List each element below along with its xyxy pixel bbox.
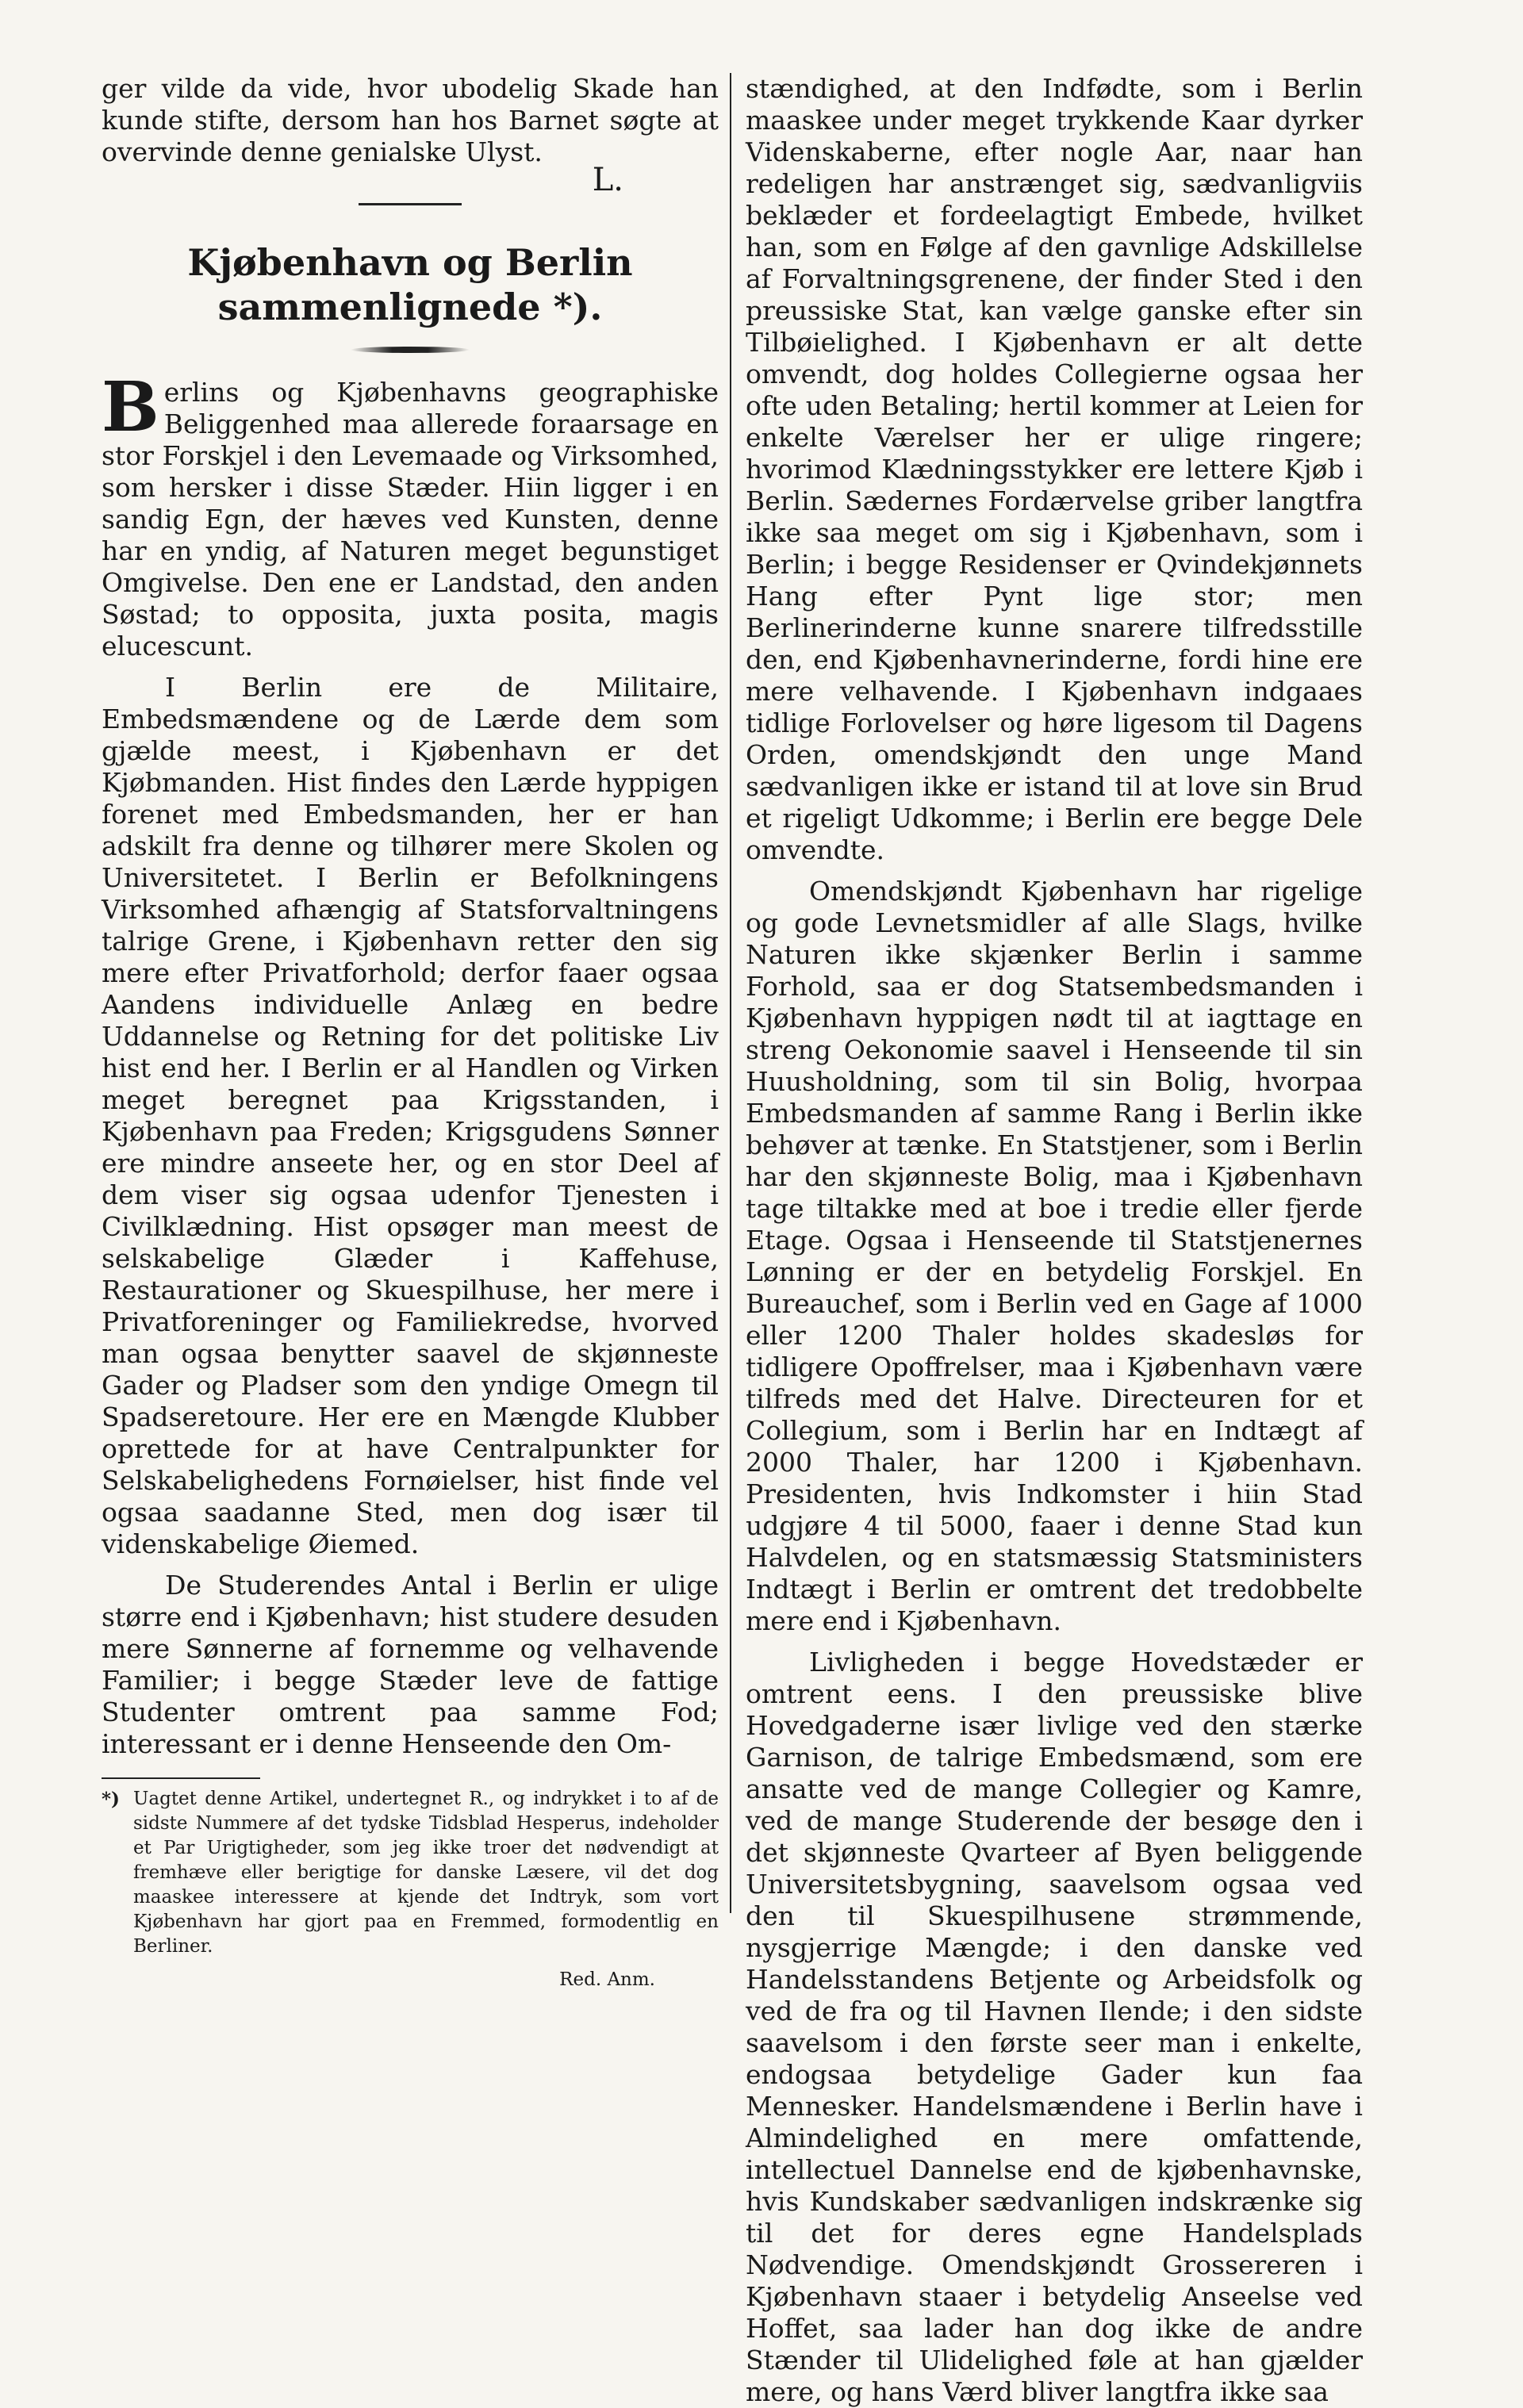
footnote-editor-note: Red. Anm. [559,1969,655,1990]
footnote-text: Uagtet denne Artikel, undertegnet R., og indrykket i to af de sidste Nummere af det tydske Tidsblad Hesperus, indeholder et Par Urigtigheder, som jeg ikke troer det nødvendigt at fremhæve eller berigtige for danske Læsere, vil det dog maaskee interessere at kjende det Indtryk, som vort Kjøbenhavn har gjort paa en Fremmed, formodentlig en Berliner. [133,1789,719,1957]
author-signature: L. [592,162,623,198]
footnote-mark: *) [102,1789,120,1810]
left-column [102,73,719,1996]
column-rule [730,73,731,1913]
intro-text: ger vilde da vide, hvor ubodelig Skade han kunde stifte, dersom han hos Barnet søgte at overvinde denne genialske Ulyst. [102,73,719,167]
section-divider [359,203,462,205]
paragraph: De Studerendes Antal i Berlin er ulige større end i Kjøbenhavn; hist studere desuden mere Sønnerne af fornemme og velhavende Familier; i begge Stæder leve de fattige Studenter omtrent paa samme Fod; interessant er i denne Henseende den Om- [102,1570,719,1759]
paragraph: I Berlin ere de Militaire, Embedsmændene og de Lærde dem som gjælde meest, i Kjøbenhavn er det Kjøbmanden. Hist findes den Lærde hyppigen forenet med Embedsmanden, her er han adskilt fra denne og tilhører mere Skolen og Universitetet. I Berlin er Befolkningens Virksomhed afhængig af Statsforvaltningens talrige Grene, i Kjøbenhavn retter den sig mere efter Privatforhold; derfor faaer ogsaa Aandens individuelle Anlæg en bedre Uddannelse og Retning for det politiske Liv hist end her. I Berlin er al Handlen og Virken meget beregnet paa Krigsstanden, i Kjøbenhavn paa Freden; Krigsgudens Sønner ere mindre anseete her, og en stor Deel af dem viser sig ogsaa udenfor Tjenesten i Civilklædning. Hist opsøger man meest de selskabelige Glæder i Kaffehuse, Restaurationer og Skuespilhuse, her mere i Privatforeninger og Familiekredse, hvorved man ogsaa benytter saavel de skjønneste Gader og Pladser som den yndige Omegn til Spadseretoure. Her ere en Mængde Klubber oprettede for at have Centralpunkter for Selskabelighedens Fornøielser, hist finde vel ogsaa saadanne Sted, men dog især til videnskabelige Øiemed. [102,672,719,1559]
article-heading: Kjøbenhavn og Berlin sammenlignede *). [187,241,633,328]
paragraph: Livligheden i begge Hovedstæder er omtrent eens. I den preussiske blive Hovedgaderne især livlige ved den stærke Garnison, de talrige Embedsmænd, som ere ansatte ved de mange Collegier og Kamre, ved de mange Studerende der besøge den i det skjønneste Qvarteer af Byen beliggende Universitetsbygning, saavelsom ogsaa ved den til Skuespilhusene strømmende, nysgjerrige Mængde; i den danske ved Handelsstandens Betjente og Arbeidsfolk og ved de fra og til Havnen Ilende; i den sidste saavelsom i den første seer man i enkelte, endogsaa betydelige Gader kun faa Mennesker. Handelsmændene i Berlin have i Almindelighed en mere omfattende, intellectuel Dannelse end de kjøbenhavnske, hvis Kundskaber sædvanligen indskrænke sig til det for deres egne Handelsplads Nødvendige. Omendskjøndt Grossereren i Kjøbenhavn staaer i betydelig Anseelse ved Hoffet, saa lader han dog ikke de andre Stænder til Ulidelighed føle at han gjælder mere, og hans Værd bliver langtfra ikke saa [746,1647,1363,2407]
footnote-divider [102,1777,260,1779]
paragraph: Berlins og Kjøbenhavns geographiske Beliggenhed maa allerede foraarsage en stor Forskjel i den Levemaade og Virksomhed, som hersker i disse Stæder. Hiin ligger i en sandig Egn, der hæves ved Kunsten, denne har en yndig, af Naturen meget begunstiget Omgivelse. Den ene er Landstad, den anden Søstad; to opposita, juxta posita, magis elucescunt. [102,367,719,661]
footnote [102,1787,719,1959]
heading-ornament [351,347,470,353]
paragraph: Omendskjøndt Kjøbenhavn har rigelige og gode Levnetsmidler af alle Slags, hvilke Naturen ikke skjænker Berlin i samme Forhold, saa er dog Statsembedsmanden i Kjøbenhavn hyppigen nødt til at iagttage en streng Oekonomie saavel i Henseende til sin Huusholdning, som til sin Bolig, hvorpaa Embedsmanden af samme Rang i Berlin ikke behøver at tænke. En Statstjener, som i Berlin har den skjønneste Bolig, maa i Kjøbenhavn tage tiltakke med at boe i tredie eller fjerde Etage. Ogsaa i Henseende til Statstjenernes Lønning er der en betydelig Forskjel. En Bureauchef, som i Berlin ved en Gage af 1000 eller 1200 Thaler holdes skadesløs for tidligere Opoffrelser, maa i Kjøbenhavn være tilfreds med det Halve. Directeuren for et Collegium, som i Berlin har en Indtægt af 2000 Thaler, har 1200 i Kjøbenhavn. Presidenten, hvis Indkomster i hiin Stad udgjøre 4 til 5000, faaer i denne Stad kun Halvdelen, og en statsmæssig Statsministers Indtægt i Berlin er omtrent det tredobbelte mere end i Kjøbenhavn. [746,876,1363,1636]
right-column [746,73,1363,2408]
paragraph: stændighed, at den Indfødte, som i Berlin maaskee under meget trykkende Kaar dyrker Videnskaberne, efter nogle Aar, naar han redeligen har anstrænget sig, sædvanligviis beklæder et fordeelagtigt Embede, hvilket han, som en Følge af den gavnlige Adskillelse af Forvaltningsgrenene, der finder Sted i den preussiske Stat, kan vælge ganske efter sin Tilbøielighed. I Kjøbenhavn er alt dette omvendt, dog holdes Collegierne ogsaa her ofte uden Betaling; hertil kommer at Leien for enkelte Værelser her er ulige ringere; hvorimod Klædningsstykker ere lettere Kjøb i Berlin. Sædernes Fordærvelse griber langtfra ikke saa meget om sig i Kjøbenhavn, som i Berlin; i begge Residenser er Qvindekjønnets Hang efter Pynt lige stor; men Berlinerinderne kunne snarere tilfredsstille den, end Kjøbenhavnerinderne, fordi hine ere mere velhavende. I Kjøbenhavn indgaaes tidlige Forlovelser og høre ligesom til Dagens Orden, omendskjøndt den unge Mand sædvanligen ikke er istand til at love sin Brud et rigeligt Udkomme; i Berlin ere begge Dele omvendte. [746,73,1363,865]
